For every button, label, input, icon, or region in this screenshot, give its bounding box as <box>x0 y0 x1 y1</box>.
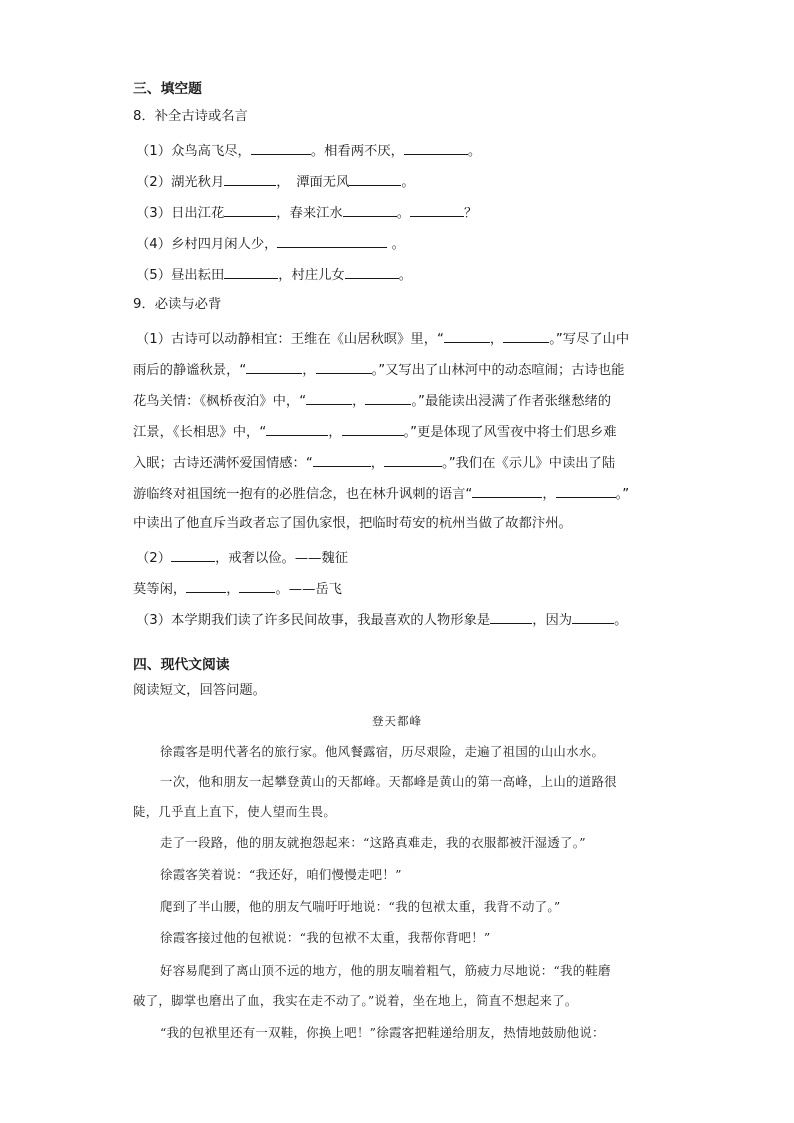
story-paragraph-continued: 陡，几乎直上直下，使人望而生畏。 <box>133 804 337 819</box>
q9-p1-line-2: 雨后的静谧秋景，“ ， 。”又写出了山林河中的动态喧闹；古诗也能 <box>133 360 624 380</box>
answer-blank[interactable] <box>316 360 372 374</box>
story-title: 登天都峰 <box>372 714 422 728</box>
q9-p1-line-5: 入眠；古诗还满怀爱国情感：“ ， 。”我们在《示儿》中读出了陆 <box>133 453 615 473</box>
q9-p1-line-1: （1）古诗可以动静相宜：王维在《山居秋暝》里，“ ， 。”写尽了山中 <box>136 329 629 349</box>
answer-blank[interactable] <box>246 360 302 374</box>
q8-item-4: （4）乡村四月闲人少， 。 <box>136 234 405 254</box>
section-heading-fill-blanks: 三、填空题 <box>133 81 202 97</box>
answer-blank[interactable] <box>343 203 397 217</box>
answer-blank[interactable] <box>490 610 532 624</box>
answer-blank[interactable] <box>171 548 215 562</box>
q8-item-1: （1）众鸟高飞尽， 。相看两不厌， 。 <box>136 141 481 161</box>
answer-blank[interactable] <box>186 579 226 593</box>
reading-instructions: 阅读短文，回答问题。 <box>133 683 266 698</box>
question-9-title: 9．必读与必背 <box>133 297 222 312</box>
story-paragraph: 徐霞客接过他的包袱说：“我的包袱不太重，我帮你背吧！” <box>160 930 491 945</box>
answer-blank[interactable] <box>277 234 387 248</box>
answer-blank[interactable] <box>306 391 352 405</box>
answer-blank[interactable] <box>239 579 275 593</box>
story-paragraph: 一次，他和朋友一起攀登黄山的天都峰。天都峰是黄山的第一高峰，上山的道路很 <box>160 774 617 789</box>
answer-blank[interactable] <box>472 484 542 498</box>
answer-blank[interactable] <box>410 203 464 217</box>
question-8-title: 8．补全古诗或名言 <box>133 109 248 124</box>
answer-blank[interactable] <box>224 172 276 186</box>
answer-blank[interactable] <box>349 172 401 186</box>
story-paragraph: 爬到了半山腰，他的朋友气喘吁吁地说：“我的包袱太重，我背不动了。” <box>160 899 561 914</box>
answer-blank[interactable] <box>572 610 614 624</box>
q8-item-2: （2）湖光秋月 ， 潭面无风 。 <box>136 172 415 192</box>
q8-item-3: （3）日出江花 ，春来江水 。 ？ <box>136 203 477 223</box>
q9-p2-line-2: 莫等闲， ， 。——岳飞 <box>133 579 342 599</box>
q8-item-5: （5）昼出耘田 ，村庄儿女 。 <box>136 265 412 285</box>
q9-p1-line-6: 游临终对祖国统一抱有的必胜信念，也在林升讽刺的语言“ ， 。” <box>133 484 629 504</box>
section-heading-reading: 四、现代文阅读 <box>133 657 230 673</box>
answer-blank[interactable] <box>342 422 404 436</box>
q9-p1-line-7: 中读出了他直斥当政者忘了国仇家恨，把临时苟安的杭州当做了故都汴州。 <box>133 516 572 531</box>
answer-blank[interactable] <box>224 265 278 279</box>
q9-p1-line-3: 花鸟关情：《枫桥夜泊》中，“ ， 。”最能读出浸满了作者张继愁绪的 <box>133 391 611 411</box>
q9-p1-line-4: 江景，《长相思》中，“ ， 。”更是体现了风雪夜中将士们思乡难 <box>133 422 617 442</box>
answer-blank[interactable] <box>503 329 549 343</box>
story-paragraph: “我的包袱里还有一双鞋，你换上吧！”徐霞客把鞋递给朋友，热情地鼓励他说： <box>160 1025 605 1040</box>
story-paragraph: 好容易爬到了离山顶不远的地方，他的朋友喘着粗气，筋疲力尽地说：“我的鞋磨 <box>160 963 611 978</box>
answer-blank[interactable] <box>384 453 442 467</box>
story-paragraph: 徐霞客是明代著名的旅行家。他风餐露宿，历尽艰险，走遍了祖国的山山水水。 <box>160 744 605 759</box>
answer-blank[interactable] <box>365 391 411 405</box>
answer-blank[interactable] <box>266 422 328 436</box>
answer-blank[interactable] <box>345 265 399 279</box>
answer-blank[interactable] <box>251 141 311 155</box>
story-paragraph: 徐霞客笑着说：“我还好，咱们慢慢走吧！” <box>160 867 402 882</box>
answer-blank[interactable] <box>444 329 490 343</box>
q9-p2-line-1: （2） ，戒奢以俭。——魏征 <box>136 548 348 568</box>
answer-blank[interactable] <box>556 484 616 498</box>
answer-blank[interactable] <box>224 203 276 217</box>
answer-blank[interactable] <box>313 453 371 467</box>
answer-blank[interactable] <box>404 141 468 155</box>
q9-p3: （3）本学期我们读了许多民间故事，我最喜欢的人物形象是 ，因为 。 <box>136 610 627 630</box>
story-paragraph: 走了一段路，他的朋友就抱怨起来：“这路真难走，我的衣服都被汗湿透了。” <box>160 835 586 850</box>
story-paragraph-continued: 破了，脚掌也磨出了血，我实在走不动了。”说着，坐在地上，简直不想起来了。 <box>133 993 578 1008</box>
